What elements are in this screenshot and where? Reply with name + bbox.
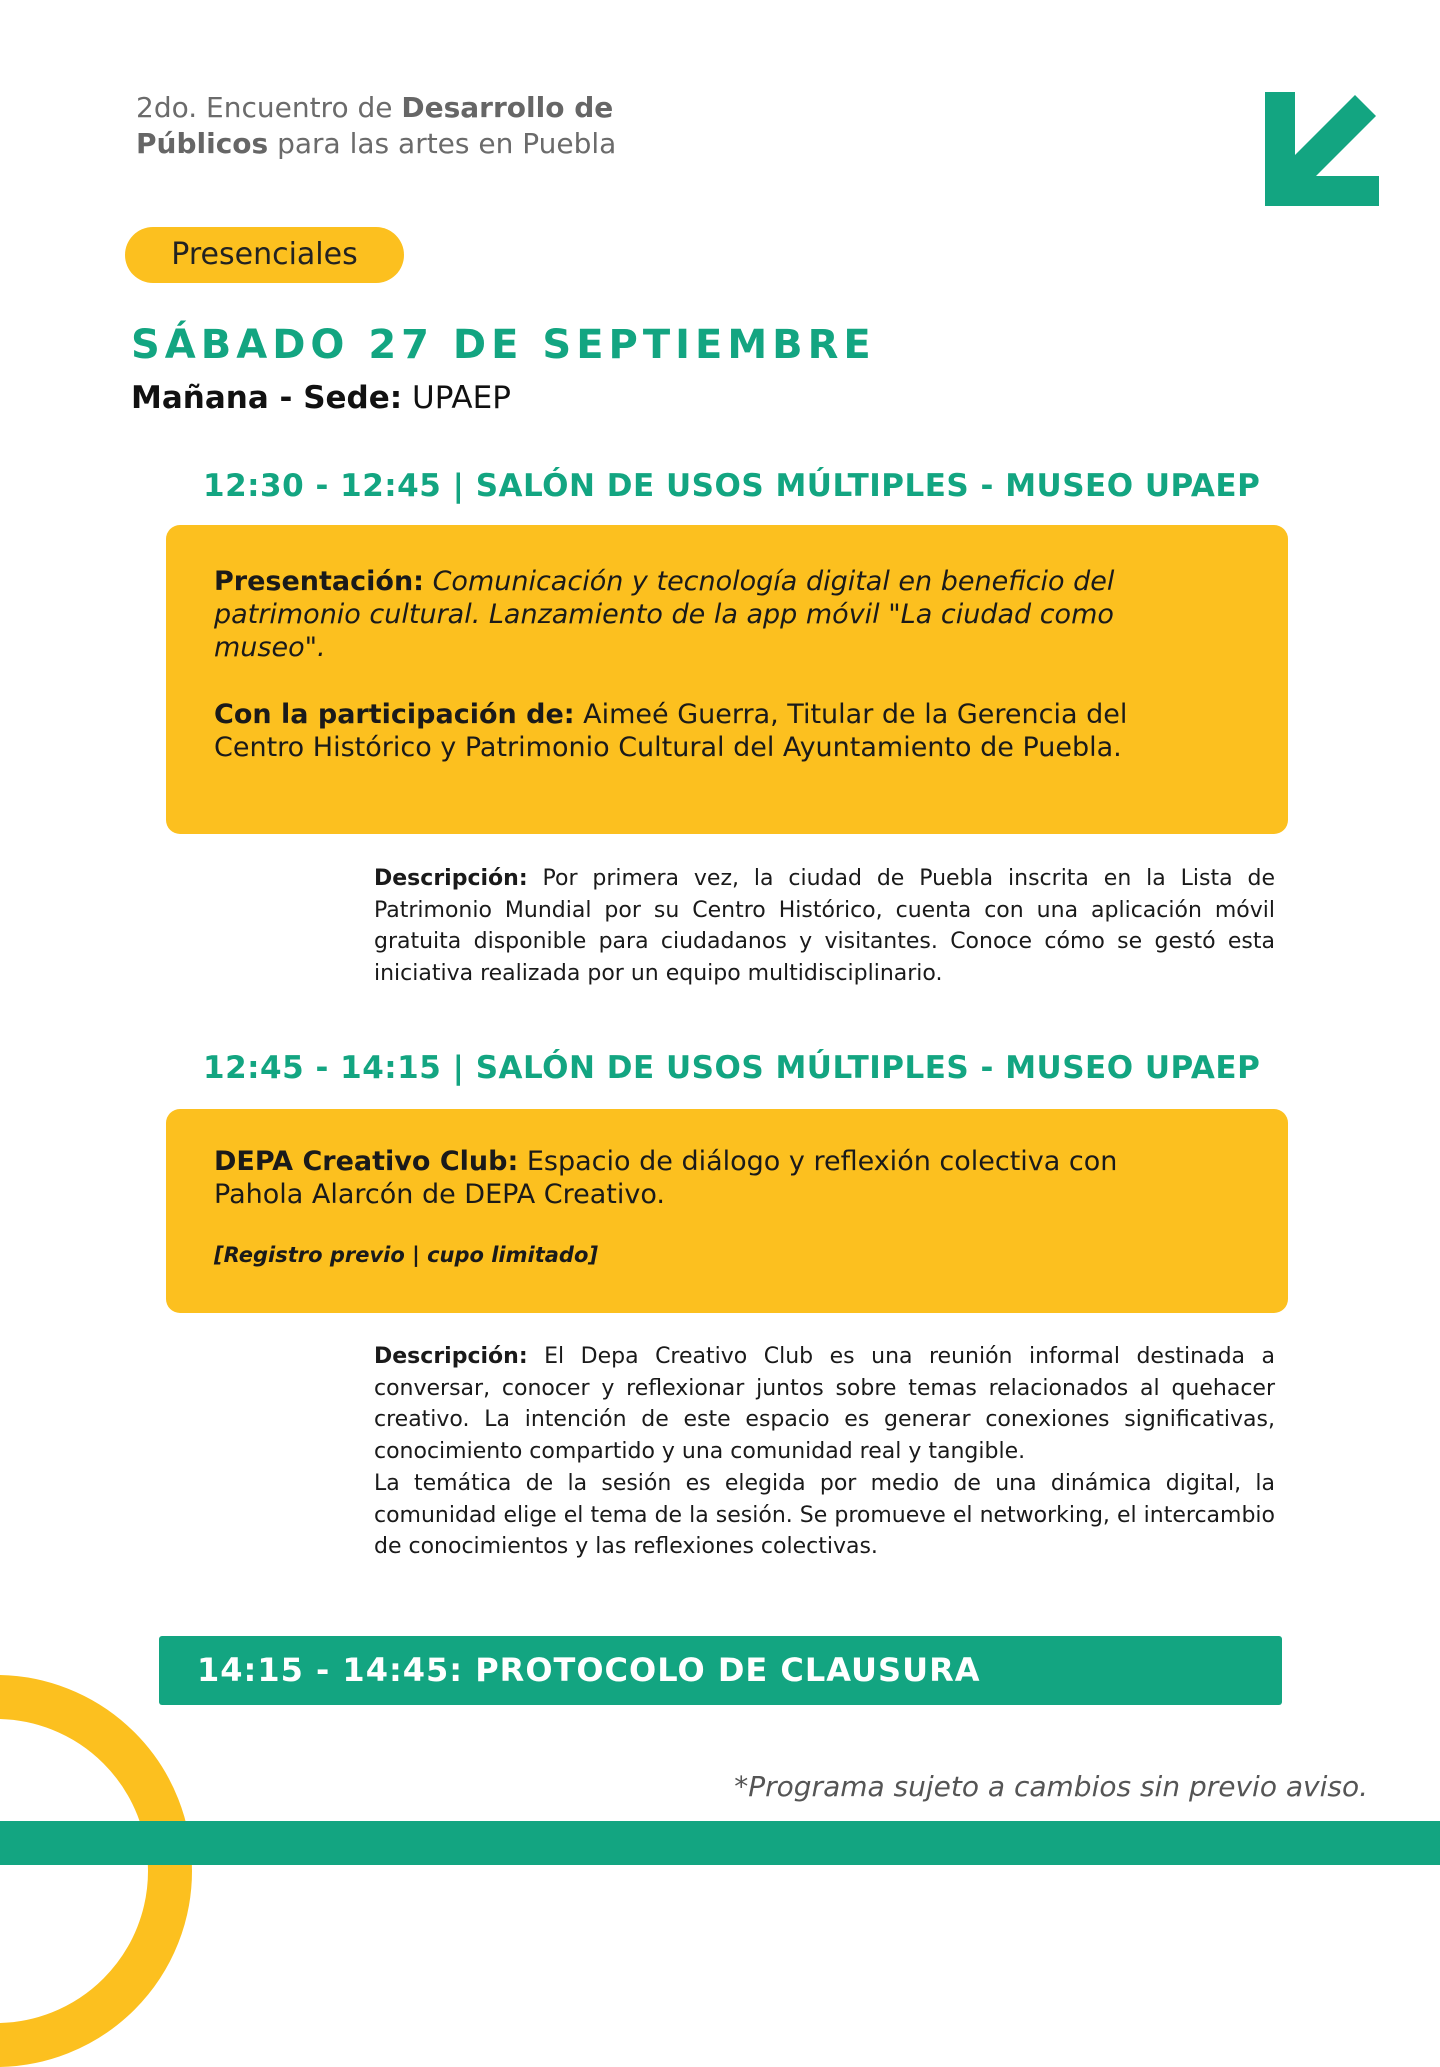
slot-heading: 12:45 - 14:15 | SALÓN DE USOS MÚLTIPLES - MUSEO UPAEP <box>203 1050 1261 1086</box>
day-title: SÁBADO 27 DE SEPTIEMBRE <box>131 322 876 368</box>
session-venue: Mañana - Sede: UPAEP <box>131 380 511 416</box>
closing-bar: 14:15 - 14:45: PROTOCOLO DE CLAUSURA <box>159 1636 1282 1705</box>
event-title-line-2: Públicos para las artes en Puebla <box>136 127 617 160</box>
category-pill: Presenciales <box>125 227 404 283</box>
slot-heading: 12:30 - 12:45 | SALÓN DE USOS MÚLTIPLES - MUSEO UPAEP <box>203 468 1261 504</box>
club-text: DEPA Creativo Club: Espacio de diálogo y reflexión colectiva con Pahola Alarcón de DEPA Creativo. <box>214 1146 1118 1210</box>
slot-description: Descripción: Por primera vez, la ciudad de Puebla inscrita en la Lista de Patrimonio Mundial por su Centro Histórico, cuenta con una aplicación móvil gratuita disponible para ciudadanos y visitantes. Conoce cómo se gestó esta iniciativa realizada por un equipo multidisciplinario. <box>374 866 1275 987</box>
participation-text: Con la participación de: Aimeé Guerra, Titular de la Gerencia del Centro Histórico y Patrimonio Cultural del Ayuntamiento de Puebla. <box>214 699 1128 763</box>
decorative-arc <box>0 1675 192 2067</box>
presentation-text: Presentación: Comunicación y tecnología digital en beneficio del patrimonio cultural. Lanzamiento de la app móvil "La ciudad como museo". <box>214 566 1115 663</box>
event-title-line-1: 2do. Encuentro de Desarrollo de <box>136 91 614 124</box>
slot-card <box>166 525 1288 834</box>
slot-description: Descripción: El Depa Creativo Club es una reunión informal destinada a conversar, conocer y reflexionar juntos sobre temas relacionados al quehacer creativo. La intención de este espacio es generar conexiones significativas, conocimiento compartido y una comunidad real y tangible. La temática de la sesión es elegida por medio de una dinámica digital, la comunidad elige el tema de la sesión. Se promueve el networking, el intercambio de conocimientos y las reflexiones colectivas. <box>374 1344 1275 1560</box>
footer-band <box>0 1821 1440 1865</box>
arrow-down-left-icon <box>1265 92 1379 206</box>
slot-card <box>166 1109 1288 1313</box>
disclaimer-footnote: *Programa sujeto a cambios sin previo aviso. <box>734 1770 1368 1803</box>
registration-note: [Registro previo | cupo limitado] <box>214 1243 598 1267</box>
event-title <box>136 90 616 162</box>
